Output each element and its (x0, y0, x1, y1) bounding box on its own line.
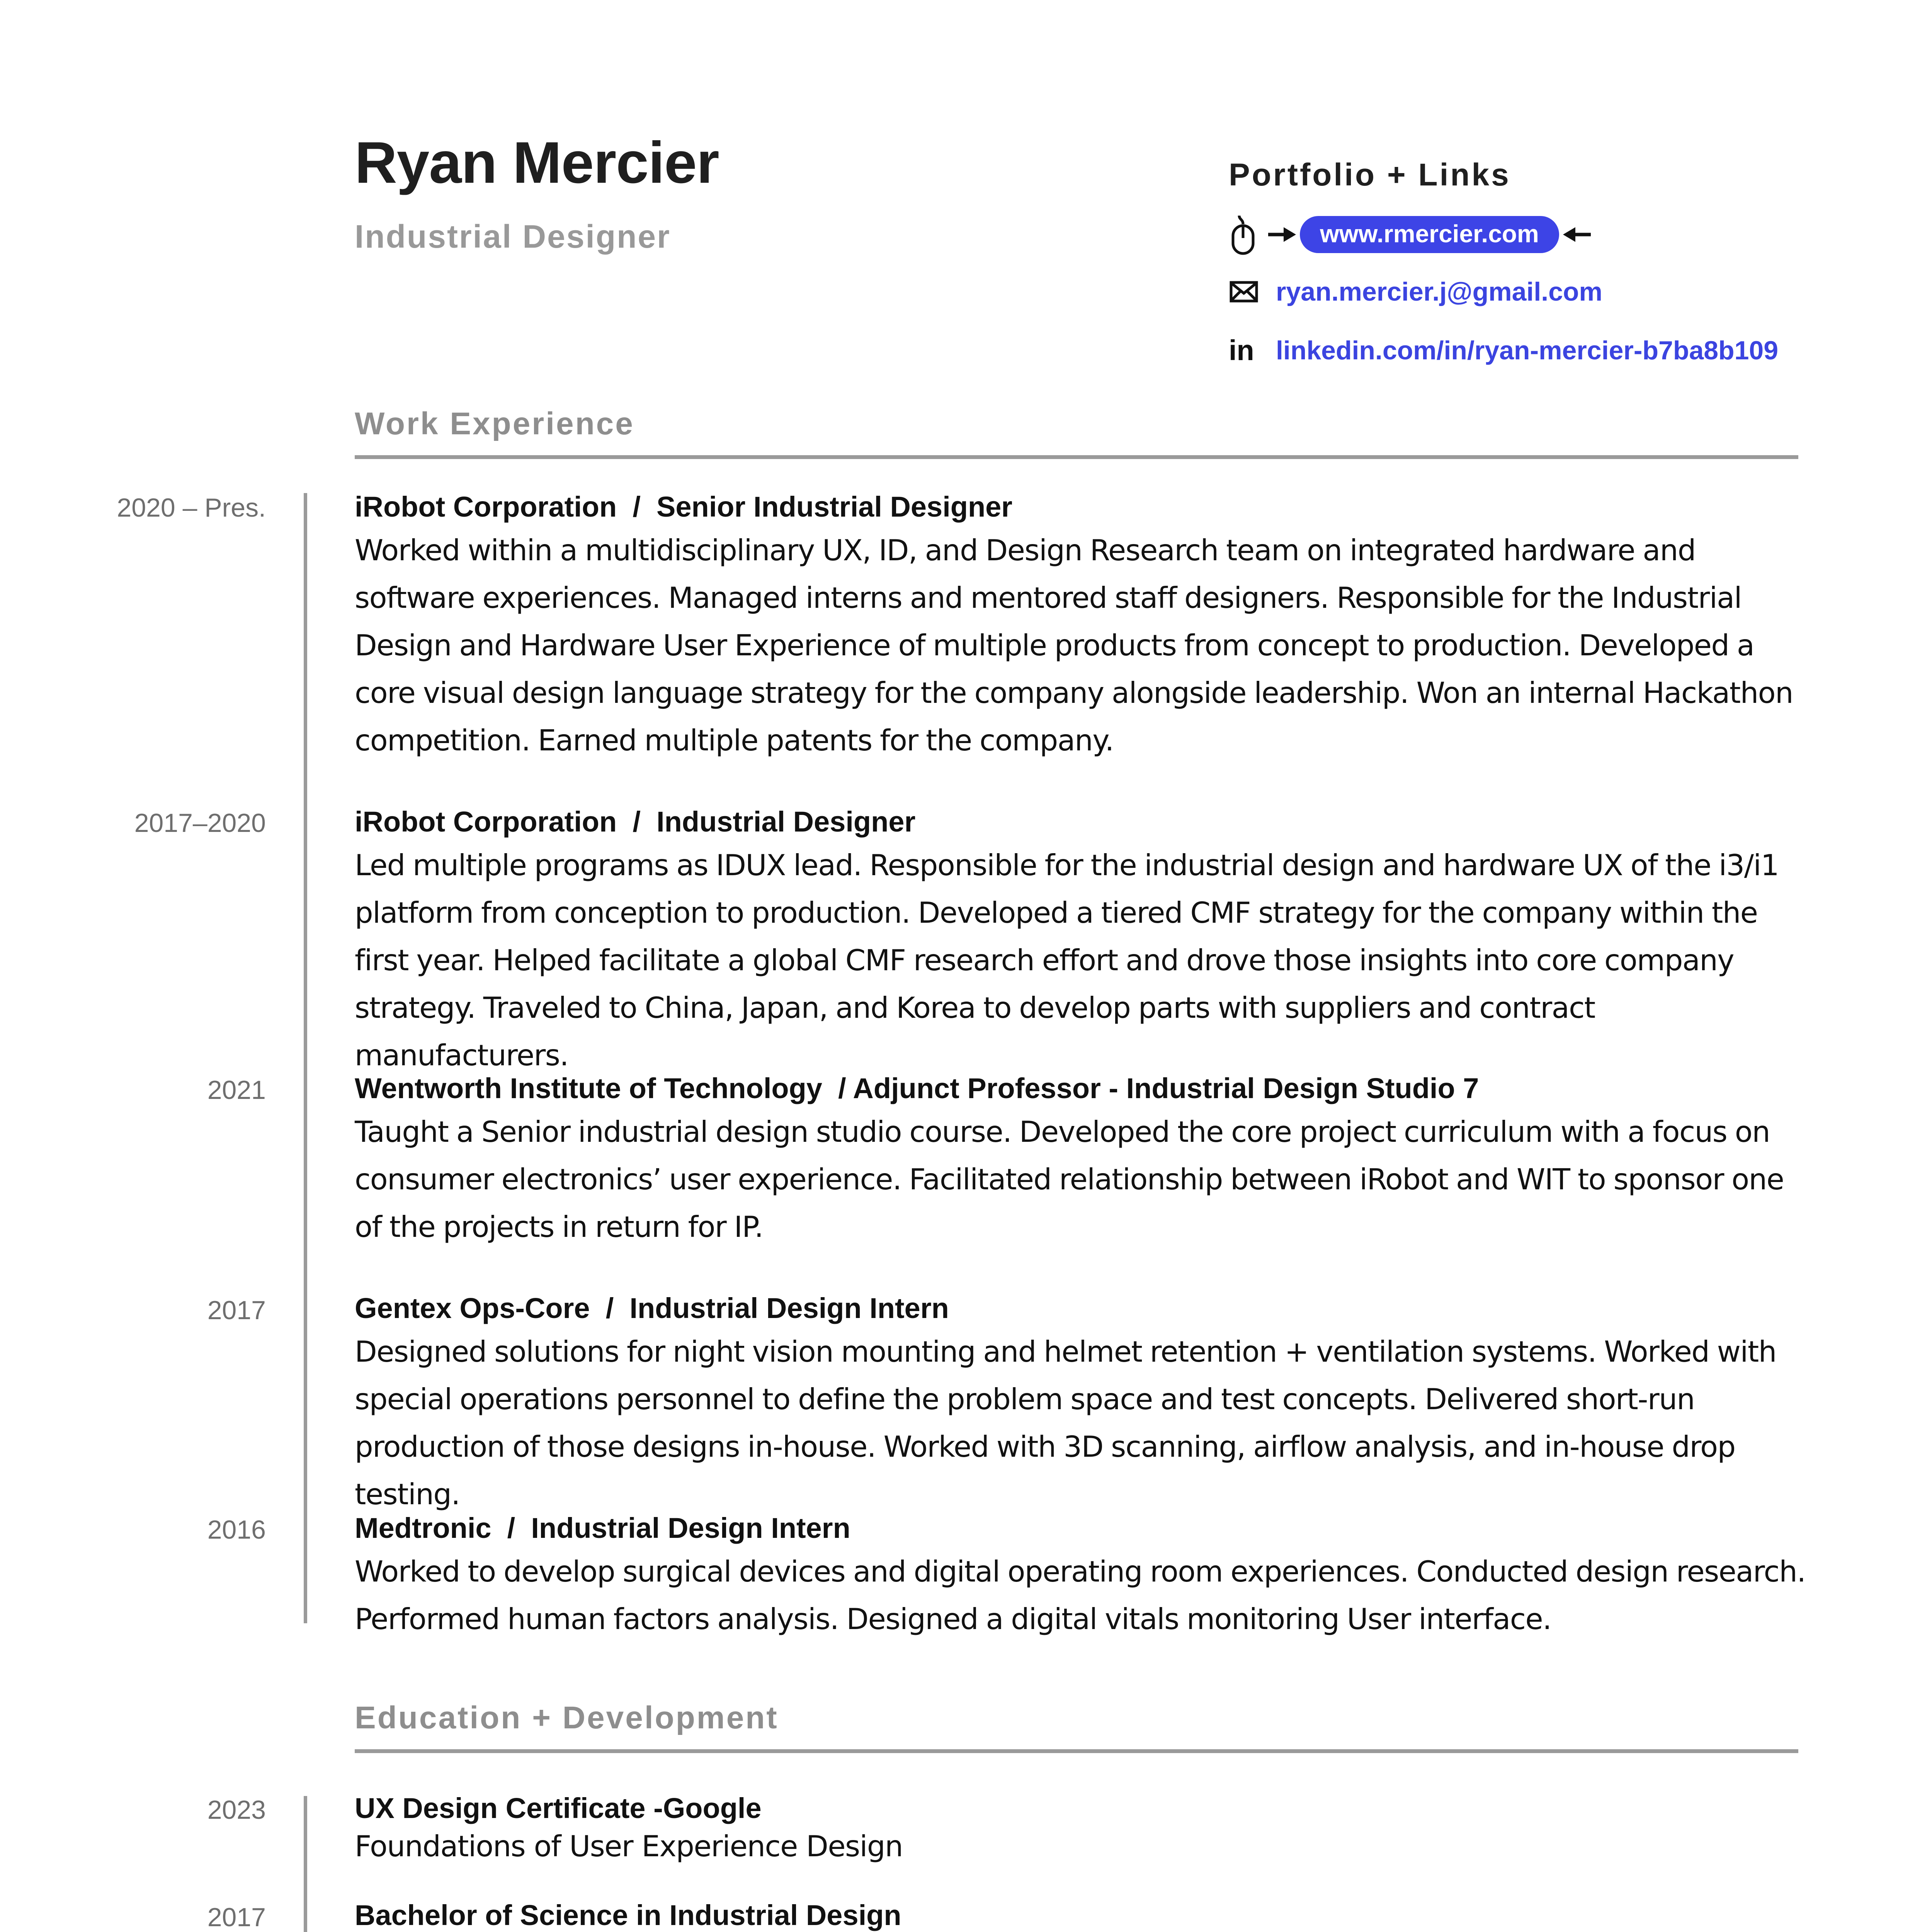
links-heading: Portfolio + Links (1229, 157, 1511, 192)
job-title: Industrial Designer (355, 218, 671, 255)
email-link[interactable]: ryan.mercier.j@gmail.com (1276, 277, 1602, 306)
entry-years: 2020 – Pres. (117, 493, 266, 522)
website-link[interactable]: www.rmercier.com (1300, 216, 1559, 253)
section-title-work: Work Experience (355, 406, 634, 441)
entry-title: Bachelor of Science in Industrial Design (355, 1899, 901, 1931)
person-name: Ryan Mercier (355, 130, 719, 196)
entry-years: 2017 (207, 1903, 266, 1932)
section-title-education: Education + Development (355, 1700, 779, 1735)
entry-title: iRobot Corporation / Senior Industrial Designer (355, 491, 1013, 523)
section-divider (355, 455, 1798, 459)
linkedin-icon: in (1229, 334, 1254, 366)
website-row (1229, 213, 1592, 256)
work-entry (355, 805, 1808, 1079)
entry-description: Designed solutions for night vision mounting and helmet retention + ventilation systems. Worked with special operations personnel to define the problem space and test concepts. Delivered short-run production of those designs in-house. Worked with 3D scanning, airflow analysis, and in-house drop testing. (355, 1334, 1776, 1511)
email-row (1229, 278, 1602, 305)
entry-years: 2023 (207, 1795, 266, 1825)
arrow-left-icon (1561, 223, 1592, 246)
entry-title: Medtronic / Industrial Design Intern (355, 1512, 850, 1544)
entry-description: Led multiple programs as IDUX lead. Responsible for the industrial design and hardware UX of the i3/i1 platform from conception to production. Developed a tiered CMF strategy for the company within the first year. Helped facilitate a global CMF research effort and drove those insights into core company strategy. Traveled to China, Japan, and Korea to develop parts with suppliers and contract manufacturers. (355, 848, 1779, 1072)
work-entry (355, 1511, 1808, 1643)
section-divider (355, 1749, 1798, 1753)
work-entry (355, 490, 1808, 764)
entry-years: 2017–2020 (134, 808, 266, 838)
entry-description: Taught a Senior industrial design studio course. Developed the core project curriculum with a focus on consumer electronics’ user experience. Facilitated relationship between iRobot and WIT to sponsor one of the projects in return for IP. (355, 1114, 1784, 1244)
entry-description: Worked within a multidisciplinary UX, ID, and Design Research team on integrated hardware and software experiences. Managed interns and mentored staff designers. Responsible for the Industrial Design and Hardware User Experience of multiple products from concept to production. Developed a core visual design language strategy for the company alongside leadership. Won an internal Hackathon competition. Earned multiple patents for the company. (355, 533, 1793, 757)
entry-years: 2016 (207, 1515, 266, 1544)
mouse-icon (1230, 213, 1257, 256)
timeline-line (304, 1796, 307, 1932)
linkedin-row (1229, 334, 1778, 367)
entry-title: iRobot Corporation / Industrial Designer (355, 806, 916, 838)
entry-title: UX Design Certificate -Google (355, 1792, 762, 1824)
timeline-line (304, 493, 307, 1623)
education-entry (355, 1898, 1808, 1932)
entry-years: 2017 (207, 1296, 266, 1325)
work-entry (355, 1071, 1808, 1251)
entry-title: Wentworth Institute of Technology / Adjunct Professor - Industrial Design Studio 7 (355, 1072, 1479, 1104)
arrow-right-icon (1267, 223, 1298, 246)
entry-title: Gentex Ops-Core / Industrial Design Intern (355, 1292, 949, 1324)
entry-description: Worked to develop surgical devices and digital operating room experiences. Conducted design research. Performed human factors analysis. Designed a digital vitals monitoring User interface. (355, 1554, 1806, 1636)
entry-subtitle: Foundations of User Experience Design (355, 1829, 903, 1863)
linkedin-link[interactable]: linkedin.com/in/ryan-mercier-b7ba8b109 (1276, 335, 1779, 365)
work-entry (355, 1291, 1808, 1518)
entry-years: 2021 (207, 1075, 266, 1105)
education-entry (355, 1791, 1808, 1867)
mail-icon (1229, 278, 1259, 305)
